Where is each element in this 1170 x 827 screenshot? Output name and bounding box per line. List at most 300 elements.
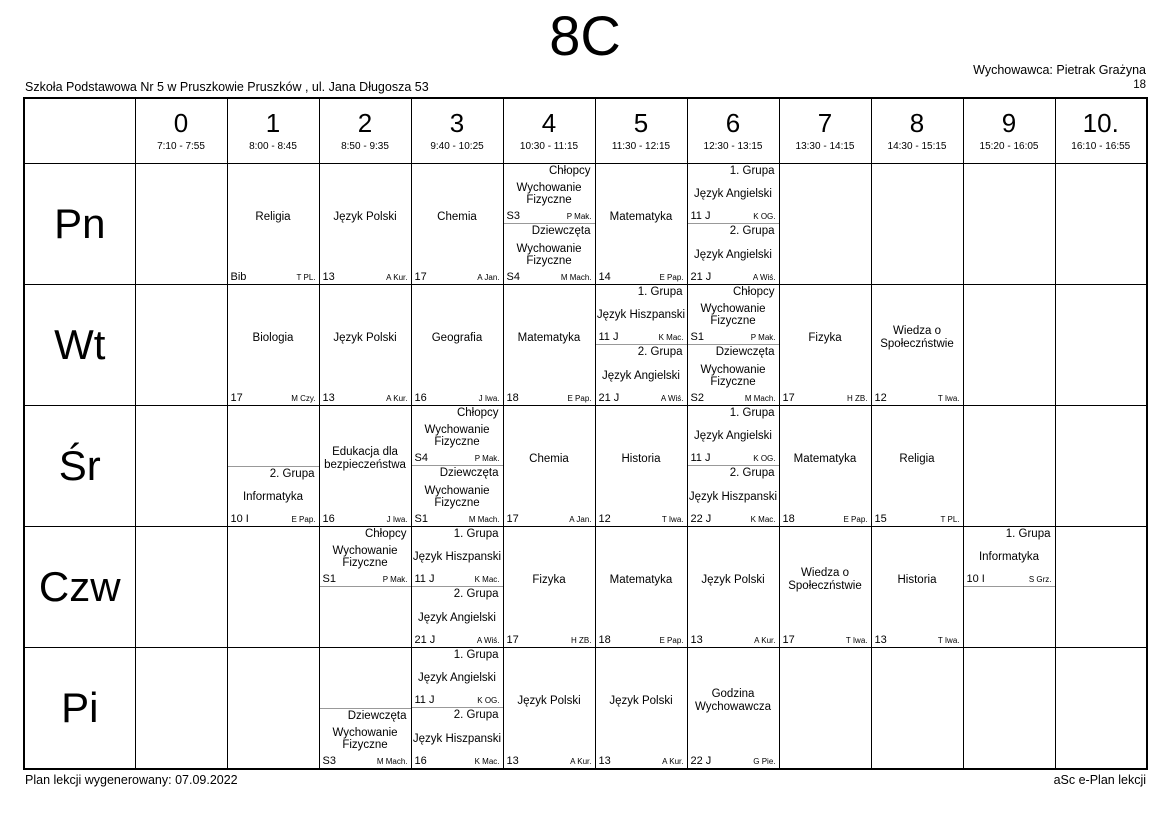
lesson xyxy=(504,648,595,768)
lesson xyxy=(504,406,595,526)
lesson-room: 22 J xyxy=(690,754,712,767)
lesson xyxy=(688,527,779,647)
lesson-cell-d2-p1 xyxy=(227,406,319,527)
lesson-cell-d2-p10 xyxy=(1055,406,1147,527)
lesson-meta xyxy=(504,513,595,526)
period-header-cell xyxy=(503,98,595,164)
lesson-room: S1 xyxy=(690,330,704,343)
lesson-room: 18 xyxy=(598,633,611,646)
lesson-subject-text: Religia xyxy=(899,452,935,465)
lesson-group-label: 2. Grupa xyxy=(453,709,499,721)
lesson-subject-text: Fizyka xyxy=(532,573,566,586)
lesson-room: 11 J xyxy=(690,451,711,464)
lesson-room: 13 xyxy=(506,754,519,767)
lesson-group-half xyxy=(412,587,503,647)
lesson-group-half xyxy=(688,164,779,224)
lesson-teacher: K OG. xyxy=(753,453,776,463)
lesson xyxy=(596,527,687,647)
lesson-room: 11 J xyxy=(414,572,435,585)
split-lesson xyxy=(228,406,319,526)
lesson-subject-text: Język Polski xyxy=(609,694,673,707)
split-lesson xyxy=(688,285,779,405)
lesson-subject-text: Biologia xyxy=(252,331,294,344)
period-header-cell xyxy=(595,98,687,164)
lesson-teacher: E Pap. xyxy=(659,272,684,282)
lesson-subject xyxy=(412,481,503,513)
split-lesson xyxy=(320,648,411,768)
lesson-meta xyxy=(688,271,779,284)
lesson-group-label: Chłopcy xyxy=(364,528,407,540)
lesson-cell-d3-p1 xyxy=(227,527,319,648)
lesson-meta xyxy=(780,513,871,526)
lesson-teacher: T Iwa. xyxy=(661,514,684,524)
lesson xyxy=(228,164,319,284)
lesson-subject-text: Religia xyxy=(255,210,291,223)
period-number: 10. xyxy=(1082,108,1119,139)
lesson-teacher: P Mak. xyxy=(474,453,500,463)
lesson-room: 12 xyxy=(598,512,611,525)
lesson-subject-text: Godzina Wychowawcza xyxy=(695,688,771,714)
lesson-meta xyxy=(412,271,503,284)
lesson xyxy=(504,285,595,405)
lesson-room: 12 xyxy=(874,391,887,404)
lesson-subject xyxy=(412,285,503,392)
lesson-group-label: Dziewczęta xyxy=(439,467,499,479)
lesson-teacher: K OG. xyxy=(753,211,776,221)
lesson-cell-d4-p3 xyxy=(411,648,503,770)
lesson-cell-d3-p0 xyxy=(135,527,227,648)
lesson-cell-d1-p7 xyxy=(779,285,871,406)
lesson xyxy=(780,406,871,526)
lesson-teacher: J Iwa. xyxy=(478,393,500,403)
lesson-cell-d1-p6 xyxy=(687,285,779,406)
lesson-subject-text: Informatyka xyxy=(978,551,1040,564)
lesson-subject-text: Język Angielski xyxy=(602,369,680,382)
period-header-cell xyxy=(135,98,227,164)
lesson-group-label: 1. Grupa xyxy=(453,528,499,540)
lesson-teacher: K Mac. xyxy=(658,332,684,342)
lesson-subject-text: Matematyka xyxy=(793,452,857,465)
period-header-cell xyxy=(227,98,319,164)
period-header-cell xyxy=(779,98,871,164)
period-time: 13:30 - 14:15 xyxy=(795,140,855,152)
lesson-group-label: Dziewczęta xyxy=(531,225,591,237)
lesson-subject-text: Historia xyxy=(621,452,661,465)
lesson-group-half xyxy=(688,224,779,284)
lesson-subject xyxy=(688,179,779,210)
period-time: 8:00 - 8:45 xyxy=(249,140,297,152)
lesson-room: 13 xyxy=(322,391,335,404)
lesson-teacher: M Mach. xyxy=(376,756,408,766)
lesson-room: 16 xyxy=(322,512,335,525)
lesson-cell-d1-p8 xyxy=(871,285,963,406)
lesson-cell-d1-p4 xyxy=(503,285,595,406)
period-header-cell xyxy=(687,98,779,164)
period-header-cell xyxy=(319,98,411,164)
lesson-subject-text: Wiedza o Społeczństwie xyxy=(788,567,862,593)
lesson-cell-d2-p0 xyxy=(135,406,227,527)
lesson xyxy=(504,527,595,647)
school-name: Szkoła Podstawowa Nr 5 w Pruszkowie Pruszków , ul. Jana Długosza 53 xyxy=(25,80,429,94)
lesson-group-label: 1. Grupa xyxy=(453,649,499,661)
lesson-subject xyxy=(504,239,595,271)
lesson-room: S4 xyxy=(506,270,520,283)
lesson-subject-text: Język Hiszpanski xyxy=(596,309,686,322)
lesson-cell-d1-p2 xyxy=(319,285,411,406)
lesson-teacher: M Mach. xyxy=(468,514,500,524)
lesson-subject-text: Język Polski xyxy=(333,331,397,344)
lesson-cell-d0-p4 xyxy=(503,164,595,285)
lesson-subject xyxy=(320,724,411,755)
lesson-subject-text: Język Angielski xyxy=(418,672,496,685)
lesson-cell-d2-p8 xyxy=(871,406,963,527)
lesson-cell-d0-p0 xyxy=(135,164,227,285)
lesson xyxy=(596,648,687,768)
day-label: Pn xyxy=(24,164,135,285)
lesson-group-label: 1. Grupa xyxy=(637,286,683,298)
lesson-meta xyxy=(688,513,779,526)
split-lesson xyxy=(688,164,779,284)
period-time: 11:30 - 12:15 xyxy=(611,140,671,152)
lesson-meta xyxy=(688,210,779,223)
lesson-room: 15 xyxy=(874,512,887,525)
lesson xyxy=(320,406,411,526)
lesson-teacher: T Iwa. xyxy=(845,635,868,645)
lesson-teacher: S Grz. xyxy=(1028,574,1052,584)
lesson-teacher: H ZB. xyxy=(847,393,868,403)
lesson-meta xyxy=(964,573,1055,586)
lesson-meta xyxy=(504,755,595,768)
lesson-teacher: M Mach. xyxy=(744,393,776,403)
lesson-subject xyxy=(320,542,411,573)
lesson-teacher: P Mak. xyxy=(566,211,592,221)
lesson-subject xyxy=(412,663,503,694)
lesson-cell-d4-p2 xyxy=(319,648,411,770)
lesson-teacher: A Wiś. xyxy=(752,272,776,282)
timetable-body xyxy=(24,164,1147,770)
lesson-meta xyxy=(872,513,963,526)
lesson-cell-d1-p3 xyxy=(411,285,503,406)
lesson-subject xyxy=(320,164,411,271)
lesson-group-half xyxy=(688,406,779,466)
lesson-room: 17 xyxy=(782,391,795,404)
lesson xyxy=(228,285,319,405)
lesson-subject xyxy=(596,300,687,331)
lesson-subject xyxy=(780,527,871,634)
timetable-header xyxy=(24,98,1147,164)
lesson-meta xyxy=(688,452,779,465)
lesson-group-half xyxy=(688,345,779,405)
lesson-group-half xyxy=(964,527,1055,587)
lesson-subject-text: Język Angielski xyxy=(694,188,772,201)
period-time: 15:20 - 16:05 xyxy=(979,140,1039,152)
lesson-room: 13 xyxy=(322,270,335,283)
split-lesson xyxy=(688,406,779,526)
lesson-cell-d0-p9 xyxy=(963,164,1055,285)
lesson-cell-d0-p5 xyxy=(595,164,687,285)
lesson-room: 17 xyxy=(230,391,243,404)
lesson-room: S4 xyxy=(414,451,428,464)
lesson-subject-text: Chemia xyxy=(437,210,477,223)
lesson-group-label: 1. Grupa xyxy=(729,407,775,419)
lesson-teacher: P Mak. xyxy=(382,574,408,584)
split-lesson xyxy=(412,527,503,647)
day-row xyxy=(24,285,1147,406)
lesson-cell-d4-p10 xyxy=(1055,648,1147,770)
lesson-meta xyxy=(320,755,411,768)
empty-half xyxy=(964,587,1055,647)
lesson-subject xyxy=(596,164,687,271)
lesson-subject xyxy=(504,527,595,634)
split-lesson xyxy=(964,527,1055,647)
lesson-room: 17 xyxy=(506,512,519,525)
lesson-room: 21 J xyxy=(414,633,436,646)
lesson-teacher: T Iwa. xyxy=(937,635,960,645)
lesson-cell-d2-p4 xyxy=(503,406,595,527)
lesson-meta xyxy=(504,634,595,647)
lesson-subject-text: Język Angielski xyxy=(694,248,772,261)
lesson-cell-d2-p3 xyxy=(411,406,503,527)
lesson-room: S1 xyxy=(414,512,428,525)
lesson-group-label: 1. Grupa xyxy=(729,165,775,177)
lesson-meta xyxy=(412,392,503,405)
lesson-room: 18 xyxy=(506,391,519,404)
lesson-room: 17 xyxy=(506,633,519,646)
lesson-room: 21 J xyxy=(690,270,712,283)
lesson-group-half xyxy=(596,345,687,405)
lesson-teacher: A Kur. xyxy=(386,272,408,282)
lesson-cell-d0-p10 xyxy=(1055,164,1147,285)
lesson-room: S2 xyxy=(690,391,704,404)
lesson-teacher: M Czy. xyxy=(291,393,316,403)
lesson-subject xyxy=(688,421,779,452)
lesson-subject xyxy=(688,527,779,634)
lesson-subject xyxy=(504,179,595,210)
period-number: 6 xyxy=(725,108,741,139)
lesson xyxy=(412,285,503,405)
lesson-cell-d3-p7 xyxy=(779,527,871,648)
lesson-subject-text: Matematyka xyxy=(609,573,673,586)
lesson-meta xyxy=(412,634,503,647)
lesson-cell-d4-p6 xyxy=(687,648,779,770)
lesson-group-half xyxy=(504,224,595,284)
lesson-group-half xyxy=(504,164,595,224)
lesson-room: 11 J xyxy=(414,693,435,706)
lesson-room: 13 xyxy=(874,633,887,646)
lesson-subject-text: Wychowanie Fizyczne xyxy=(424,424,490,449)
lesson-cell-d3-p9 xyxy=(963,527,1055,648)
lesson-meta xyxy=(596,271,687,284)
day-label: Śr xyxy=(24,406,135,527)
lesson-group-label: Dziewczęta xyxy=(715,346,775,358)
footer-generated: Plan lekcji wygenerowany: 07.09.2022 xyxy=(25,773,238,787)
lesson-teacher: A Jan. xyxy=(477,272,500,282)
period-time: 14:30 - 15:15 xyxy=(887,140,947,152)
lesson xyxy=(872,285,963,405)
lesson-subject xyxy=(964,542,1055,573)
lesson-meta xyxy=(688,755,779,768)
lesson-subject xyxy=(412,542,503,573)
period-time: 8:50 - 9:35 xyxy=(341,140,389,152)
lesson-teacher: K Mac. xyxy=(750,514,776,524)
lesson-cell-d0-p1 xyxy=(227,164,319,285)
period-time: 7:10 - 7:55 xyxy=(157,140,205,152)
lesson-group-half xyxy=(688,466,779,526)
lesson-teacher: T Iwa. xyxy=(937,393,960,403)
period-header-row xyxy=(24,98,1147,164)
lesson-room: 10 I xyxy=(230,512,249,525)
lesson-cell-d1-p1 xyxy=(227,285,319,406)
lesson xyxy=(596,406,687,526)
lesson-group-label: Chłopcy xyxy=(456,407,499,419)
lesson-group-half xyxy=(412,648,503,708)
lesson-subject xyxy=(412,164,503,271)
lesson-group-label: 2. Grupa xyxy=(729,467,775,479)
lesson-teacher: A Wiś. xyxy=(476,635,500,645)
lesson-cell-d2-p5 xyxy=(595,406,687,527)
period-header-cell xyxy=(871,98,963,164)
lesson-meta xyxy=(412,573,503,586)
lesson-subject xyxy=(228,285,319,392)
lesson-cell-d3-p6 xyxy=(687,527,779,648)
lesson-meta xyxy=(688,392,779,405)
period-header-cell xyxy=(963,98,1055,164)
lesson-cell-d0-p2 xyxy=(319,164,411,285)
lesson-cell-d3-p10 xyxy=(1055,527,1147,648)
period-time: 12:30 - 13:15 xyxy=(703,140,763,152)
lesson-subject-text: Wychowanie Fizyczne xyxy=(424,484,490,509)
lesson-cell-d4-p0 xyxy=(135,648,227,770)
lesson-room: 17 xyxy=(782,633,795,646)
period-number: 5 xyxy=(633,108,649,139)
lesson-meta xyxy=(412,513,503,526)
lesson-cell-d4-p8 xyxy=(871,648,963,770)
lesson-subject xyxy=(320,406,411,513)
lesson-cell-d3-p5 xyxy=(595,527,687,648)
empty-half xyxy=(320,648,411,708)
period-number: 1 xyxy=(265,108,281,139)
lesson-subject-text: Wychowanie Fizyczne xyxy=(700,303,766,328)
empty-half xyxy=(228,406,319,466)
lesson-teacher: A Jan. xyxy=(569,514,592,524)
lesson-meta xyxy=(780,392,871,405)
day-row xyxy=(24,648,1147,770)
lesson-cell-d0-p6 xyxy=(687,164,779,285)
lesson-group-half xyxy=(320,708,411,768)
lesson-group-half xyxy=(412,527,503,587)
lesson-subject xyxy=(780,285,871,392)
lesson-subject xyxy=(596,360,687,392)
lesson-subject xyxy=(596,406,687,513)
lesson-group-half xyxy=(412,708,503,768)
lesson-teacher: K Mac. xyxy=(474,756,500,766)
lesson xyxy=(688,648,779,768)
lesson-subject-text: Historia xyxy=(897,573,937,586)
lesson-group-half xyxy=(412,466,503,526)
lesson-cell-d0-p7 xyxy=(779,164,871,285)
split-lesson xyxy=(412,406,503,526)
lesson-subject xyxy=(412,602,503,634)
lesson-subject-text: Język Hiszpanski xyxy=(412,551,502,564)
lesson-subject xyxy=(872,285,963,392)
lesson-meta xyxy=(504,392,595,405)
lesson-group-half xyxy=(228,466,319,526)
lesson xyxy=(320,285,411,405)
lesson-subject-text: Matematyka xyxy=(517,331,581,344)
lesson-teacher: P Mak. xyxy=(750,332,776,342)
lesson-cell-d4-p5 xyxy=(595,648,687,770)
lesson-subject xyxy=(872,406,963,513)
lesson-cell-d1-p5 xyxy=(595,285,687,406)
lesson xyxy=(872,406,963,526)
lesson-teacher: A Kur. xyxy=(754,635,776,645)
day-row xyxy=(24,164,1147,285)
lesson-subject xyxy=(504,285,595,392)
lesson-teacher: H ZB. xyxy=(571,635,592,645)
lesson-meta xyxy=(596,755,687,768)
lesson-teacher: E Pap. xyxy=(567,393,592,403)
period-number: 4 xyxy=(541,108,557,139)
lesson-subject-text: Edukacja dla bezpieczeństwa xyxy=(324,446,406,472)
corner-cell xyxy=(24,98,135,164)
lesson-teacher: T PL. xyxy=(940,514,960,524)
lesson-room: 16 xyxy=(414,391,427,404)
lesson-subject xyxy=(688,648,779,755)
lesson-group-label: 2. Grupa xyxy=(269,468,315,480)
lesson-meta xyxy=(688,634,779,647)
lesson-teacher: E Pap. xyxy=(843,514,868,524)
lesson-group-label: 2. Grupa xyxy=(729,225,775,237)
lesson-subject xyxy=(688,300,779,331)
lesson-cell-d2-p6 xyxy=(687,406,779,527)
lesson-subject xyxy=(412,723,503,755)
lesson-cell-d1-p10 xyxy=(1055,285,1147,406)
lesson-room: 13 xyxy=(598,754,611,767)
lesson-cell-d2-p2 xyxy=(319,406,411,527)
lesson-room: Bib xyxy=(230,270,247,283)
lesson-room: S3 xyxy=(506,209,520,222)
lesson-subject-text: Wychowanie Fizyczne xyxy=(700,363,766,388)
timetable xyxy=(23,97,1148,770)
lesson xyxy=(872,527,963,647)
lesson-cell-d4-p7 xyxy=(779,648,871,770)
lesson-subject xyxy=(872,527,963,634)
day-label: Pi xyxy=(24,648,135,770)
period-time: 9:40 - 10:25 xyxy=(430,140,484,152)
lesson-meta xyxy=(596,331,687,344)
lesson-group-half xyxy=(596,285,687,345)
lesson-room: S1 xyxy=(322,572,336,585)
lesson xyxy=(596,164,687,284)
lesson-cell-d0-p3 xyxy=(411,164,503,285)
empty-half xyxy=(320,587,411,647)
lesson-subject-text: Język Hiszpanski xyxy=(412,732,502,745)
lesson-subject xyxy=(596,527,687,634)
lesson-teacher: A Kur. xyxy=(662,756,684,766)
homeroom-teacher: Wychowawca: Pietrak Grażyna xyxy=(973,63,1146,77)
lesson-subject xyxy=(228,482,319,513)
lesson-group-label: 2. Grupa xyxy=(453,588,499,600)
lesson-subject-text: Język Hiszpanski xyxy=(688,490,778,503)
lesson-teacher: K OG. xyxy=(477,695,500,705)
lesson-meta xyxy=(872,392,963,405)
period-number: 9 xyxy=(1001,108,1017,139)
lesson-meta xyxy=(504,271,595,284)
lesson-room: 10 I xyxy=(966,572,985,585)
lesson-room: 11 J xyxy=(690,209,711,222)
lesson-room: S3 xyxy=(322,754,336,767)
lesson-subject xyxy=(688,239,779,271)
